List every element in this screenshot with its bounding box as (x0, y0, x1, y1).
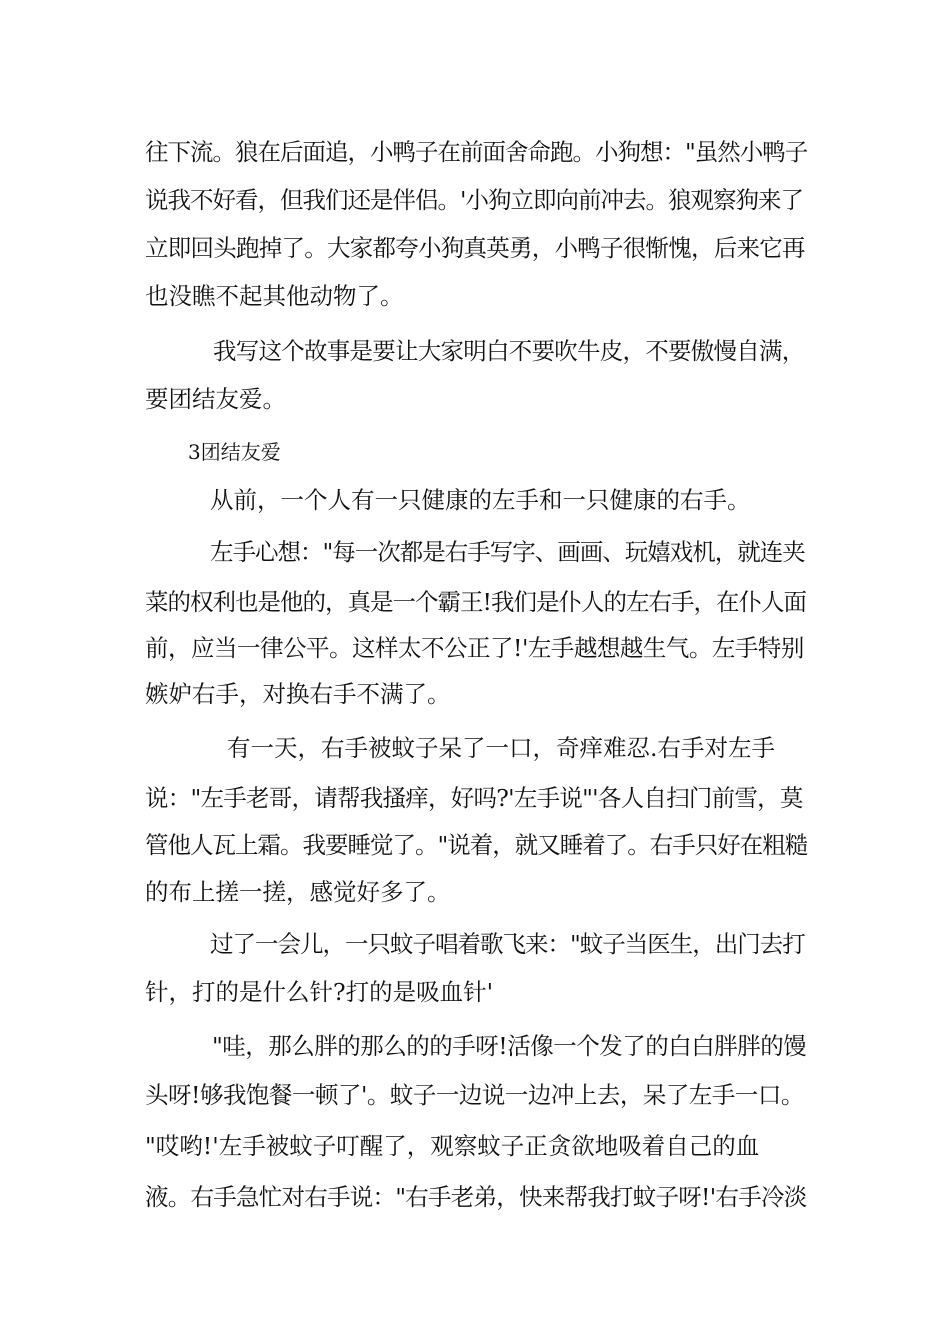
text-line: 管他人瓦上霜。我要睡觉了。"说着，就又睡着了。右手只好在粗糙 (145, 831, 808, 859)
text-line: 嫉妒右手，对换右手不满了。 (145, 680, 451, 708)
text-line: "哎哟!'左手被蚊子叮醒了，观察蚊子正贪欲地吸着自己的血 (145, 1132, 760, 1160)
text-line: 的布上搓一搓，感觉好多了。 (145, 878, 451, 906)
text-line: "哇，那么胖的那么的的手呀!活像一个发了的白白胖胖的馒 (212, 1032, 807, 1060)
text-line: 左手心想："每一次都是右手写字、画画、玩嬉戏机，就连夹 (210, 538, 805, 566)
text-line: 往下流。狼在后面追，小鸭子在前面舍命跑。小狗想："虽然小鸭子 (145, 138, 808, 166)
text-line: 头呀!够我饱餐一顿了'。蚊子一边说一边冲上去，呆了左手一口。 (145, 1081, 804, 1109)
text-line: 我写这个故事是要让大家明白不要吹牛皮，不要傲慢自满， (213, 337, 805, 365)
text-line: 立即回头跑掉了。大家都夸小狗真英勇，小鸭子很惭愧，后来它再 (145, 234, 805, 262)
text-line: 有一天，右手被蚊子呆了一口，奇痒难忍.右手对左手 (227, 734, 775, 762)
text-line: 说我不好看，但我们还是伴侣。'小狗立即向前冲去。狼观察狗来了 (145, 186, 803, 214)
text-line: 针，打的是什么针?打的是吸血针' (145, 978, 494, 1006)
text-line: 说："左手老哥，请帮我搔痒，好吗?'左手说"'各人自扫门前雪，莫 (145, 784, 803, 812)
text-line: 菜的权利也是他的，真是一个霸王!我们是仆人的左右手，在仆人面 (145, 588, 806, 616)
text-line: 液。右手急忙对右手说："右手老弟，快来帮我打蚊子呀!'右手冷淡 (145, 1183, 807, 1211)
text-line: 过了一会儿，一只蚊子唱着歌飞来："蚊子当医生，出门去打 (210, 930, 805, 958)
text-line: 要团结友爱。 (145, 385, 286, 413)
section-heading: 3团结友爱 (188, 440, 281, 464)
text-line: 从前，一个人有一只健康的左手和一只健康的右手。 (210, 486, 751, 514)
text-line: 前，应当一律公平。这样太不公正了!'左手越想越生气。左手特别 (145, 634, 804, 662)
text-line: 也没瞧不起其他动物了。 (145, 282, 404, 310)
